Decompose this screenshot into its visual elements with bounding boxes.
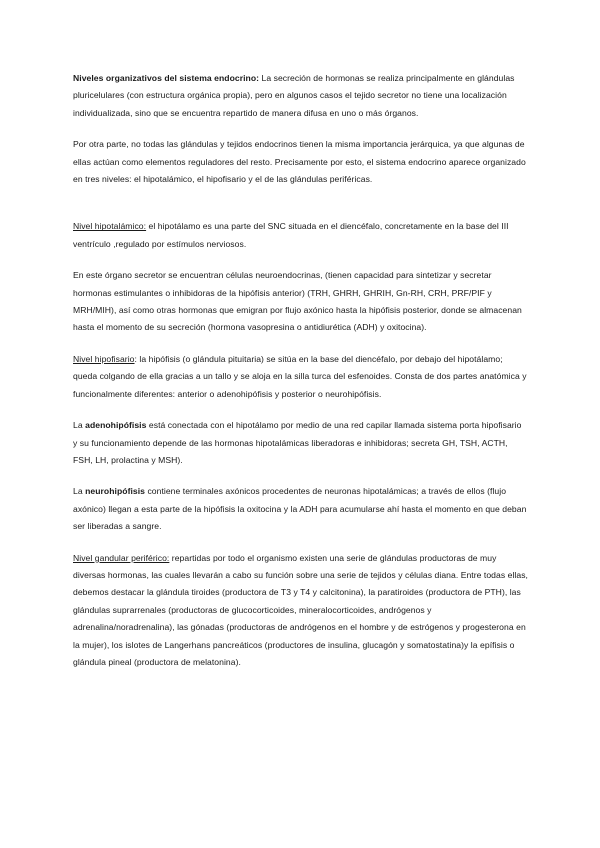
- paragraph-jerarquia: [73, 136, 528, 188]
- text-hipotalamico: el hipotálamo es una parte del SNC situada en el diencéfalo, concretamente en la base del III ventrículo ,regulado por estímulos nerviosos.: [73, 221, 509, 249]
- paragraph-adenohipofisis: [73, 417, 528, 469]
- document-page: [73, 70, 528, 685]
- heading-hipofisario: Nivel hipofisario: [73, 353, 135, 364]
- text-celulas: En este órgano secretor se encuentran células neuroendocrinas, (tienen capacidad para sintetizar y secretar hormonas estimulantes o inhibidoras de la hipófisis anterior) (TRH, GHRH, GHRIH, Gn-RH, CRH, PRF/PIF y MRH/MIH), así como otras hormonas que emigran por flujo axónico hasta la hipófisis posterior, donde se almacenan hasta el momento de su secreción (hormona vasopresina o antidiurética (ADH) y oxitocina).: [73, 270, 522, 333]
- term-adenohipofisis: adenohipófisis: [85, 420, 147, 431]
- paragraph-neurohipofisis: [73, 483, 528, 535]
- term-neurohipofisis: neurohipófisis: [85, 486, 146, 497]
- paragraph-periferico: [73, 550, 528, 672]
- text-jerarquia: Por otra parte, no todas las glándulas y tejidos endocrinos tienen la misma importancia jerárquica, ya que algunas de ellas actúan como elementos reguladores del resto. Precisamente por esto, el sistema endocrino aparece organizado en tres niveles: el hipotalámico, el hipofisario y el de las glándulas periféricas.: [73, 139, 526, 185]
- text-periferico: repartidas por todo el organismo existen una serie de glándulas productoras de muy diversas hormonas, las cuales llevarán a cabo su función sobre una serie de tejidos y células diana. Entre todas ellas, debemos destacar la glándula tiroides (productora de T3 y T4 y calcitonina), la paratiroides (productora de PTH), las glándulas suprarrenales (productoras de glucocorticoides, mineralocorticoides, andrógenos y adrenalina/noradrenalina), las gónadas (productoras de andrógenos en el hombre y de estrógenos y progesterona en la mujer), los islotes de Langerhans pancreáticos (productores de insulina, glucagón y somatostatina)y la epífisis o glándula pineal (productora de melatonina).: [73, 552, 528, 667]
- text-neurohipofisis: contiene terminales axónicos procedentes de neuronas hipotalámicas; a través de ellos (flujo axónico) llegan a esta parte de la hipófisis la oxitocina y la ADH para acumularse ahí hasta el momento en que deban ser liberadas a sangre.: [73, 486, 527, 532]
- heading-hipotalamico: Nivel hipotalámico:: [73, 221, 147, 232]
- paragraph-hipofisario: [73, 351, 528, 403]
- paragraph-celulas: [73, 267, 528, 337]
- paragraph-niveles: [73, 70, 528, 122]
- text-adenohipofisis: está conectada con el hipotálamo por medio de una red capilar llamada sistema porta hipofisario y su funcionamiento depende de las hormonas hipotalámicas liberadoras e inhibidoras; secreta GH, TSH, ACTH, FSH, LH, prolactina y MSH).: [73, 420, 522, 465]
- text-niveles: La secreción de hormonas se realiza principalmente en glándulas pluricelulares (con estructura orgánica propia), pero en algunos casos el tejido secretor no tiene una localización individualizada, sino que se encuentra repartido de manera difusa en uno o más órganos.: [73, 73, 515, 118]
- spacer: [73, 202, 528, 218]
- text-hipofisario: : la hipófisis (o glándula pituitaria) se sitúa en la base del diencéfalo, por debajo del hipotálamo; queda colgando de ella gracias a un tallo y se aloja en la silla turca del esfenoides. Consta de dos partes anatómica y funcionalmente diferentes: anterior o adenohipófisis y posterior o neurohipófisis.: [73, 353, 527, 399]
- paragraph-hipotalamico: [73, 218, 528, 253]
- heading-niveles: Niveles organizativos del sistema endocrino:: [73, 73, 260, 83]
- pre-adenohipofisis: La: [73, 420, 86, 431]
- pre-neurohipofisis: La: [73, 486, 86, 497]
- heading-periferico: Nivel gandular periférico:: [73, 552, 170, 563]
